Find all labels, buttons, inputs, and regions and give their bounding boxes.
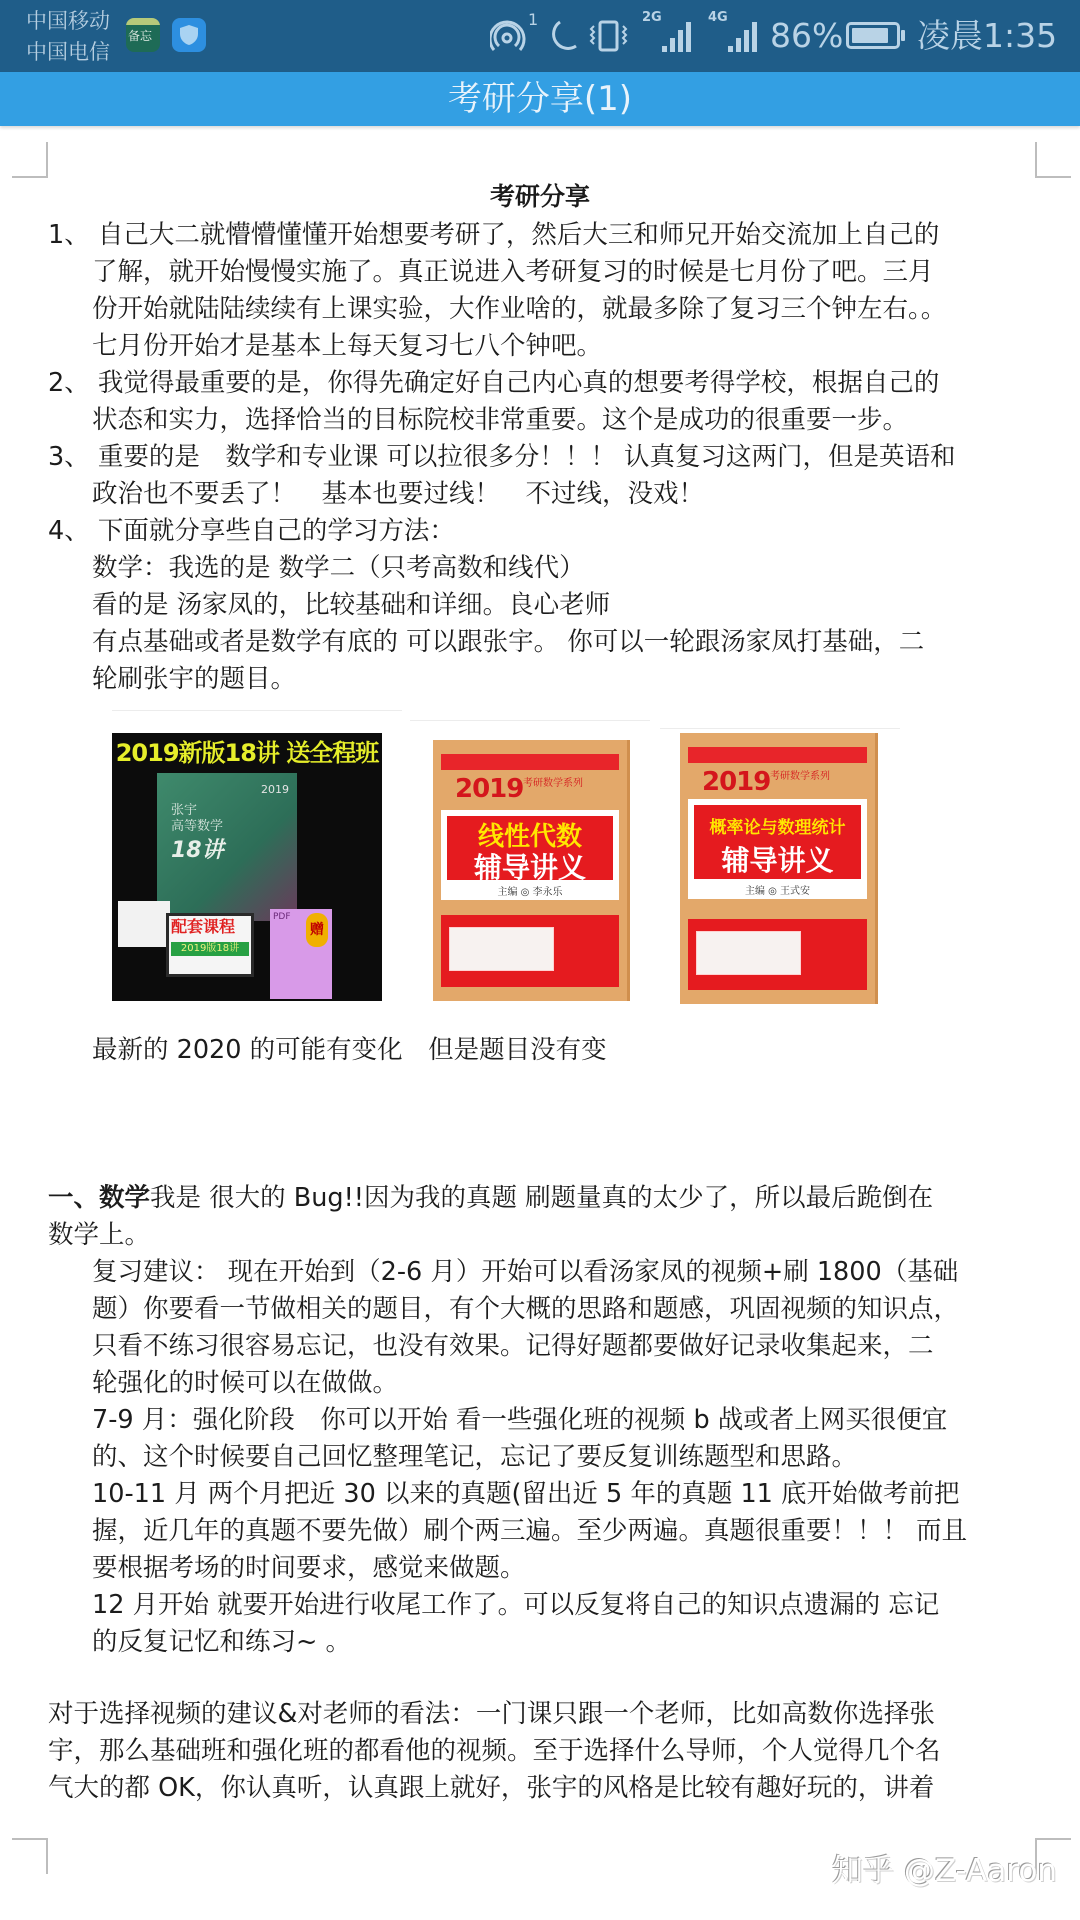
image-top-border: [410, 720, 650, 721]
carrier-1-label: 中国移动: [26, 9, 110, 33]
text-line: 3、 重要的是 数学和专业课 可以拉很多分！！！ 认真复习这两门，但是英语和: [48, 442, 956, 472]
signal-2g-label: 2G: [642, 10, 662, 25]
battery-icon: [846, 22, 900, 49]
course-monitor: 配套课程 2019版18讲: [166, 913, 254, 977]
text-line: 轮强化的时候可以在做做。: [92, 1368, 399, 1398]
text-line: 份开始就陆陆续续有上课实验，大作业啥的，就最多除了复习三个钟左右。。: [92, 294, 947, 324]
text-line: 气大的都 OK，你认真听，认真跟上就好，张宇的风格是比较有趣好玩的，讲着: [48, 1773, 935, 1803]
text-line: 看的是 汤家凤的，比较基础和详细。良心老师: [92, 590, 611, 620]
memo-app-label: 备忘: [128, 29, 153, 43]
text-line: 2、 我觉得最重要的是，你得先确定好自己内心真的想要考得学校，根据自己的: [48, 368, 940, 398]
moon-icon: [546, 14, 580, 58]
book-image-linear-algebra[interactable]: 2019 考研数学系列 线性代数 辅导讲义 主编 ◎ 李永乐: [433, 740, 630, 1001]
hotspot-icon: [490, 14, 526, 58]
text-line: 握，近几年的真题不要先做）刷个两三遍。至少两遍。真题很重要！！！ 而且: [92, 1516, 968, 1546]
text-line: 7-9 月：强化阶段 你可以开始 看一些强化班的视频 b 战或者上网买很便宜: [92, 1405, 948, 1435]
text-line: 12 月开始 就要开始进行收尾工作了。可以反复将自己的知识点遗漏的 忘记: [92, 1590, 940, 1620]
battery-percent: 86%: [770, 16, 844, 55]
page-corner-mark-top-left: [12, 142, 48, 178]
section-heading-bold: 一、数学: [48, 1183, 151, 1213]
text-line: 有点基础或者是数学有底的 可以跟张宇。 你可以一轮跟汤家凤打基础，二: [92, 627, 925, 657]
vibrate-icon: [588, 14, 630, 58]
text-line: 状态和实力，选择恰当的目标院校非常重要。这个是成功的很重要一步。: [92, 405, 909, 435]
section-heading-math: 一、数学我是 很大的 Bug!!因为我的真题 刷题量真的太少了，所以最后跪倒在: [48, 1183, 934, 1213]
page-corner-mark-bottom-left: [12, 1838, 48, 1874]
status-bar: [0, 0, 1080, 72]
title-bar: [0, 72, 1080, 126]
text-line: 对于选择视频的建议&对老师的看法：一门课只跟一个老师，比如高数你选择张: [48, 1699, 935, 1729]
carrier-2-label: 中国电信: [26, 40, 110, 64]
text-line: 的、这个时候要自己回忆整理笔记，忘记了要反复训练题型和思路。: [92, 1442, 858, 1472]
clock: 凌晨1:35: [917, 16, 1058, 55]
text-line: 题）你要看一节做相关的题目，有个大概的思路和题感，巩固视频的知识点，: [92, 1294, 960, 1324]
book-banner: 2019新版18讲 送全程班: [115, 739, 379, 767]
book-image-probability-statistics[interactable]: 2019 考研数学系列 概率论与数理统计 辅导讲义 主编 ◎ 王式安: [680, 733, 878, 1004]
document-heading: 考研分享: [489, 182, 590, 211]
course-box: [118, 901, 170, 947]
gift-badge: 赠: [306, 913, 328, 947]
text-line: 了解，就开始慢慢实施了。真正说进入考研复习的时候是七月份了吧。三月: [92, 257, 934, 287]
text-line: 政治也不要丢了！ 基本也要过线！ 不过线，没戏！: [92, 479, 705, 509]
signal-2g-icon: [660, 14, 696, 58]
page-corner-mark-top-right: [1035, 142, 1071, 178]
text-line: 要根据考场的时间要求，感觉来做题。: [92, 1553, 526, 1583]
text-line: 的反复记忆和练习~ 。: [92, 1627, 351, 1657]
signal-4g-label: 4G: [708, 10, 728, 25]
image-caption: 最新的 2020 的可能有变化 但是题目没有变: [92, 1035, 607, 1065]
shield-app-icon: [172, 18, 206, 52]
book-author: 张宇 高等数学: [171, 803, 224, 834]
signal-4g-icon: [726, 14, 762, 58]
text-line: 4、 下面就分享些自己的学习方法：: [48, 516, 455, 546]
text-line: 数学上。: [48, 1220, 151, 1250]
text-line: 七月份开始才是基本上每天复习七八个钟吧。: [92, 331, 603, 361]
image-top-border: [660, 728, 900, 729]
document-title: 考研分享(1): [447, 79, 633, 119]
book-number: 18讲: [171, 838, 224, 863]
text-line: 1、 自己大二就懵懵懂懂开始想要考研了，然后大三和师兄开始交流加上自己的: [48, 220, 940, 250]
image-top-border: [112, 710, 402, 711]
zhihu-watermark: 知乎 @Z-Aaron: [832, 1853, 1057, 1889]
book-cover: 2019 张宇 高等数学 18讲: [157, 773, 297, 921]
book-image-zhangyu-18[interactable]: [112, 733, 382, 1001]
text-line: 10-11 月 两个月把近 30 以来的真题(留出近 5 年的真题 11 底开始做考前把: [92, 1479, 960, 1509]
text-line: 宇，那么基础班和强化班的都看他的视频。至于选择什么导师，个人觉得几个名: [48, 1736, 941, 1766]
memo-app-icon: [126, 18, 160, 52]
hotspot-count: 1: [528, 10, 539, 29]
text-line: 只看不练习很容易忘记，也没有效果。记得好题都要做好记录收集起来，二: [92, 1331, 934, 1361]
gift-pdf-book: PDF 赠: [270, 909, 332, 999]
text-line: 数学：我选的是 数学二（只考高数和线代）: [92, 553, 585, 583]
text-line: 轮刷张宇的题目。: [92, 664, 297, 694]
text-line: 复习建议： 现在开始到（2-6 月）开始可以看汤家凤的视频+刷 1800（基础: [92, 1257, 959, 1287]
